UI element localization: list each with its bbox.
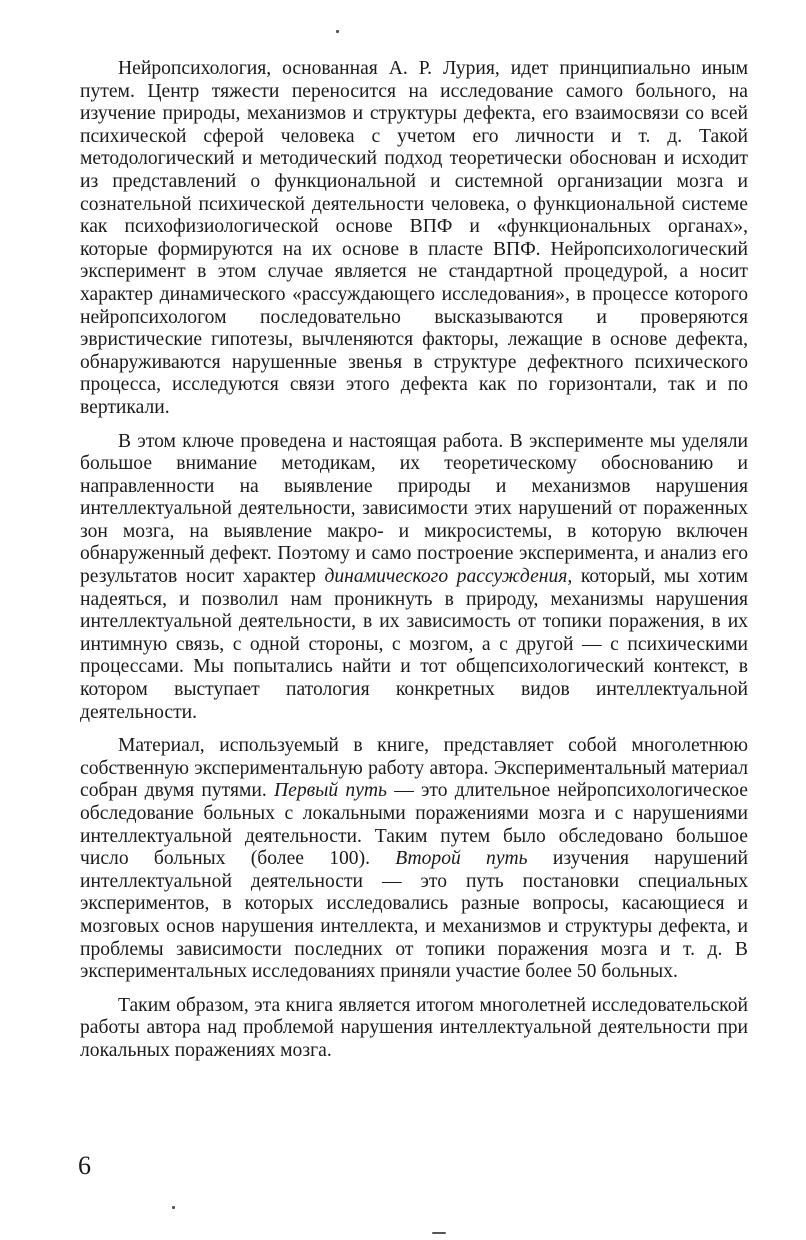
paragraph-2-italic-dynamic-reasoning: динамического рассуждения, [324,566,573,588]
paragraph-3 [80,735,748,984]
paragraph-3-text-b: — это длительное нейропсихологическое обследование больных с локальными поражениями мозга и с нарушениями интеллектуальной деятельности. Таким путем было обследовано большое число больных (более 100). [80,780,748,870]
paragraph-2-text-a: В этом ключе проведена и настоящая работа. В эксперименте мы уделяли большое внимание методикам, их теоретическому обоснованию и направленности на выявление природы и механизмов нарушения интеллектуальной деятельности, зависимости этих нарушений от пораженных зон мозга, на выявление макро- и микросистемы, в которую включен обнаруженный дефект. Поэтому и само построение эксперимента, и анализ его результатов носит характер [80,430,748,588]
scan-speck [336,30,339,33]
scan-speck [172,1206,175,1209]
paragraph-1-text: Нейропсихология, основанная А. Р. Лурия, идет принципиально иным путем. Центр тяжести переносится на исследование самого больного, на изучение природы, механизмов и структуры дефекта, его взаимосвязи со всей психической сферой человека с учетом его личности и т. д. Такой методологический и методический подход теоретически обоснован и исходит из представлений о функциональной и системной организации мозга и сознательной психической деятельности человека, о функциональной системе как психофизиологической основе ВПФ и «функциональных органах», которые формируются на их основе в пласте ВПФ. Нейропсихологический эксперимент в этом случае является не стандартной процедурой, а носит характер динамического «рассуждающего исследования», в процессе которого нейропсихологом последовательно высказываются и проверяются эвристические гипотезы, вычленяются факторы, лежащие в основе дефекта, обнаруживаются нарушенные звенья в структуре дефектного психического процесса, исследуются связи этого дефекта как по горизонтали, так и по вертикали. [80,58,748,418]
paragraph-1 [80,58,748,420]
page-number: 6 [78,1151,91,1180]
paragraph-3-italic-first-way: Первый путь [273,780,387,802]
paragraph-2 [80,431,748,725]
paragraph-4-text: Таким образом, эта книга является итогом многолетней исследовательской работы автора над проблемой нарушения интеллектуальной деятельности при локальных поражениях мозга. [80,994,748,1061]
paragraph-4 [80,995,748,1063]
paragraph-3-text-c: изучения нарушений интеллектуальной деятельности — это путь постановки специальных экспериментов, в которых исследовались разные вопросы, касающиеся и мозговых основ нарушения интеллекта, и механизмов и структуры дефекта, и проблемы зависимости последних от топики поражения мозга и т. д. В экспериментальных исследованиях приняли участие более 50 больных. [80,848,748,983]
document-page [80,58,748,1074]
paragraph-2-text-b: который, мы хотим надеяться, и позволил нам проникнуть в природу, механизмы нарушения интеллектуальной деятельности, в их зависимость от топики поражения, в их интимную связь, с одной стороны, с мозгом, а с другой — с психическими процессами. Мы попытались найти и тот общепсихологический контекст, в котором выступает патология конкретных видов интеллектуальной деятельности. [80,566,748,723]
paragraph-3-italic-second-way: Второй путь [395,848,528,870]
scan-speck [432,1232,446,1234]
paragraph-3-text-a: Материал, используемый в книге, представляет собой многолетнюю собственную экспериментальную работу автора. Экспериментальный материал собран двумя путями. [80,735,748,802]
